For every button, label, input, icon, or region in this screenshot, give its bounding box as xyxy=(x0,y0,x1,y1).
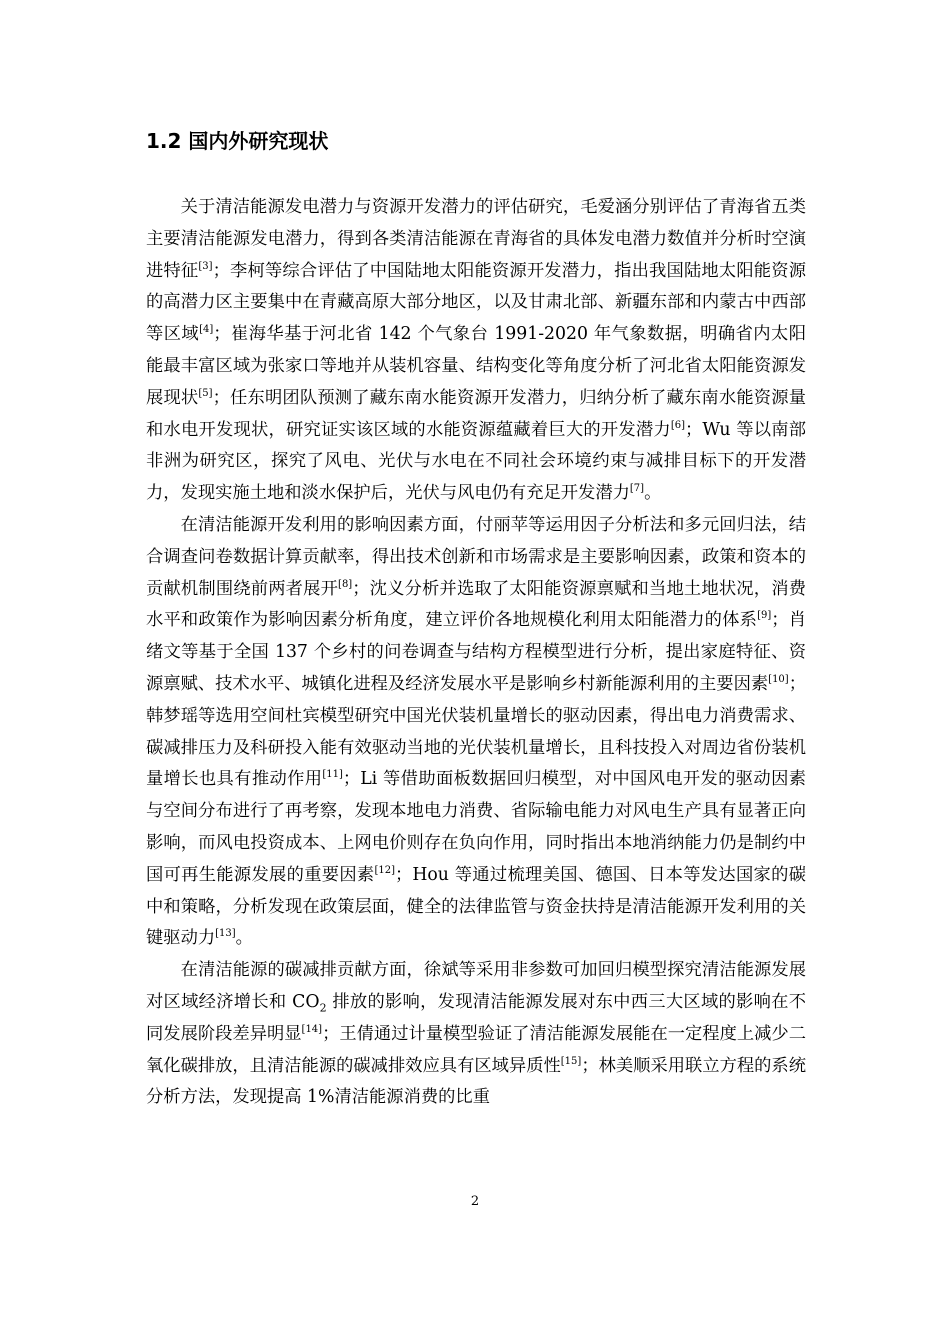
text-run: ；Wu 等以南部非洲为研究区，探究了风电、光伏与水电在不同社会环境约束与减排目标下的开发潜力，发现实施土地和淡水保护后，光伏与风电仍有充足开发潜力 xyxy=(146,419,806,504)
text-run: ；林美顺采用联立方程的系统分析方法，发现提高 1%清洁能源消费的比重 xyxy=(146,1055,806,1108)
citation-ref: [6] xyxy=(670,419,686,431)
citation-ref: [14] xyxy=(301,1023,323,1035)
text-run: ；Li 等借助面板数据回归模型，对中国风电开发的驱动因素与空间分布进行了再考察，发现本地电力消费、省际输电能力对风电生产具有显著正向影响，而风电投资成本、上网电价则存在负向作用，同时指出本地消纳能力仍是制约中国可再生能源发展的重要因素 xyxy=(146,769,806,885)
page-number: 2 xyxy=(470,1194,480,1209)
citation-ref: [7] xyxy=(629,483,645,495)
citation-ref: [9] xyxy=(757,610,772,622)
text-run: ；任东明团队预测了藏东南水能资源开发潜力，归纳分析了藏东南水能资源量和水电开发现状，研究证实该区域的水能资源蕴藏着巨大的开发潜力 xyxy=(146,387,806,440)
text-run: 在清洁能源开发利用的影响因素方面，付丽苹等运用因子分析法和多元回归法，结合调查问卷数据计算贡献率，得出技术创新和市场需求是主要影响因素，政策和资本的贡献机制围绕前两者展开 xyxy=(146,514,806,599)
text-run: ；Hou 等通过梳理美国、德国、日本等发达国家的碳中和策略，分析发现在政策层面，健全的法律监管与资金扶持是清洁能源开发利用的关键驱动力 xyxy=(146,864,806,949)
citation-ref: [5] xyxy=(198,388,213,400)
text-run: ；王倩通过计量模型验证了清洁能源发展能在一定程度上减少二氧化碳排放，且清洁能源的碳减排效应具有区域异质性 xyxy=(146,1023,806,1076)
paragraph xyxy=(146,510,806,955)
text-run: ；沈义分析并选取了太阳能资源禀赋和当地土地状况，消费水平和政策作为影响因素分析角度，建立评价各地规模化利用太阳能潜力的体系 xyxy=(146,578,806,631)
citation-ref: [12] xyxy=(374,864,396,876)
citation-ref: [11] xyxy=(322,769,343,781)
text-run: 。 xyxy=(644,483,662,504)
text-run: ；韩梦瑶等选用空间杜宾模型研究中国光伏装机量增长的驱动因素，得出电力消费需求、碳减排压力及科研投入能有效驱动当地的光伏装机量增长，且科技投入对周边省份装机量增长也具有推动作用 xyxy=(146,673,806,790)
section-heading: 1.2 国内外研究现状 xyxy=(146,129,329,153)
text-run: ；李柯等综合评估了中国陆地太阳能资源开发潜力，指出我国陆地太阳能资源的高潜力区主要集中在青藏高原大部分地区，以及甘肃北部、新疆东部和内蒙古中西部等区域 xyxy=(146,260,806,345)
text-run: 关于清洁能源发电潜力与资源开发潜力的评估研究，毛爱涵分别评估了青海省五类主要清洁能源发电潜力，得到各类清洁能源在青海省的具体发电潜力数值并分析时空演进特征 xyxy=(146,197,806,281)
paragraph xyxy=(146,955,806,1114)
citation-ref: [10] xyxy=(768,674,789,686)
citation-ref: [3] xyxy=(198,260,213,272)
citation-ref: [4] xyxy=(199,324,214,336)
paragraph xyxy=(146,192,806,510)
text-run: ；肖绪文等基于全国 137 个乡村的问卷调查与结构方程模型进行分析，提出家庭特征、资源禀赋、技术水平、城镇化进程及经济发展水平是影响乡村新能源利用的主要因素 xyxy=(146,610,806,694)
text-run: 在清洁能源的碳减排贡献方面，徐斌等采用非参数可加回归模型探究清洁能源发展对区域经济增长和 CO xyxy=(146,960,806,1012)
citation-ref: [8] xyxy=(338,578,353,590)
body-text xyxy=(146,192,806,1114)
citation-ref: [15] xyxy=(560,1055,582,1067)
text-run: 排放的影响，发现清洁能源发展对东中西三大区域的影响在不同发展阶段差异明显 xyxy=(146,991,806,1044)
text-run: 。 xyxy=(235,928,253,949)
subscript: 2 xyxy=(319,1001,327,1015)
citation-ref: [13] xyxy=(215,928,236,940)
text-run: ；崔海华基于河北省 142 个气象台 1991-2020 年气象数据，明确省内太阳能最丰富区域为张家口等地并从装机容量、结构变化等角度分析了河北省太阳能资源发展现状 xyxy=(146,324,806,408)
